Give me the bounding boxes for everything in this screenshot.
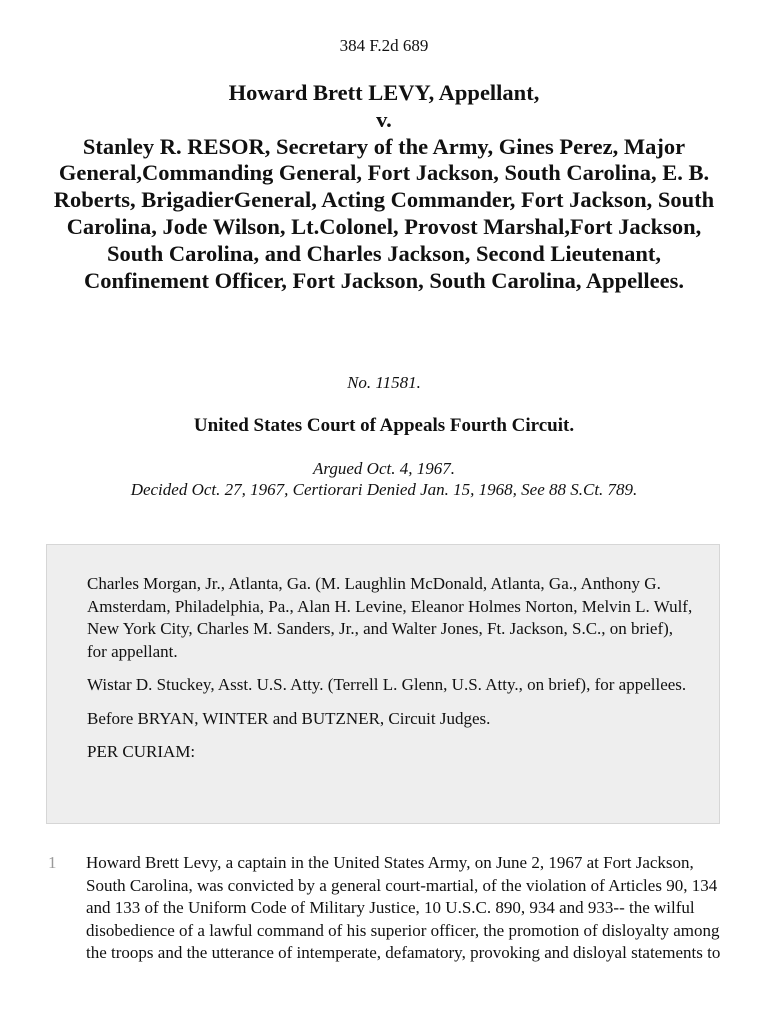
counsel-content: [87, 573, 697, 775]
reporter-citation: 384 F.2d 689: [339, 36, 429, 55]
paragraph-text: Howard Brett Levy, a captain in the United States Army, on June 2, 1967 at Fort Jackson, South Carolina, was convicted by a general court-martial, of the violation of Articles 90, 134 and 133 of the Uniform Code of Military Justice, 10 U.S.C. 890, 934 and 933-- the wilful disobedience of a lawful command of his superior officer, the promotion of disloyalty among the troops and the utterance of intemperate, defamatory, provoking and disloyal statements to: [86, 853, 721, 962]
appellees-counsel: Wistar D. Stuckey, Asst. U.S. Atty. (Terrell L. Glenn, U.S. Atty., on brief), for appellees.: [87, 675, 687, 694]
argued-date: Argued Oct. 4, 1967.: [313, 459, 455, 478]
case-dates: [120, 458, 648, 500]
court-name: United States Court of Appeals Fourth Circuit.: [193, 415, 575, 436]
docket-number: No. 11581.: [347, 373, 421, 392]
bench-line: Before BRYAN, WINTER and BUTZNER, Circuit Judges.: [87, 708, 491, 728]
case-caption: [44, 80, 724, 294]
per-curiam-heading: PER CURIAM:: [87, 742, 196, 761]
versus-line: v.: [376, 106, 392, 132]
appellant-counsel: Charles Morgan, Jr., Atlanta, Ga. (M. Laughlin McDonald, Atlanta, Ga., Anthony G. Amsterdam, Philadelphia, Pa., Alan H. Levine, Eleanor Holmes Norton, Melvin L. Wulf, New York City, Charles M. Sanders, Jr., and Walter Jones, Ft. Jackson, S.C., on brief), for appellant.: [87, 574, 693, 661]
appellant-line: Howard Brett LEVY, Appellant,: [228, 80, 540, 105]
appellees-line: Stanley R. RESOR, Secretary of the Army, Gines Perez, Major General,Commanding General, Fort Jackson, South Carolina, E. B. Roberts, BrigadierGeneral, Acting Commander, Fort Jackson, South Carolina, Jode Wilson, Lt.Colonel, Provost Marshal,Fort Jackson, South Carolina, and Charles Jackson, Second Lieutenant, Confinement Officer, Fort Jackson, South Carolina, Appellees.: [53, 133, 715, 293]
decided-date: Decided Oct. 27, 1967, Certiorari Denied Jan. 15, 1968, See 88 S.Ct. 789.: [130, 480, 638, 499]
paragraph-number[interactable]: 1: [48, 853, 57, 872]
counsel-box: [46, 544, 720, 824]
